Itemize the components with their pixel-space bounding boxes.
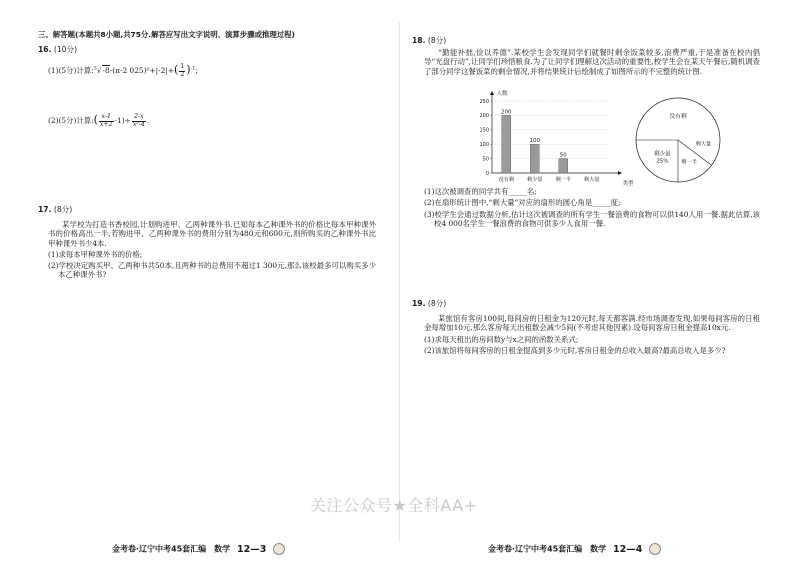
y-tick-label: 250	[479, 98, 489, 105]
q17-body: 某学校为打造书香校园,计划购进甲、乙两种课外书.已知每本乙种课外书的价格比每本甲种课外书的价格高出一半,若购进甲、乙两种课外书的费用分别为480元和600元,则所购买的乙种课外书比甲种课外书少4本.	[48, 220, 376, 248]
pie-label: 剩大量	[695, 141, 712, 148]
bar-data-label: 50	[559, 152, 567, 159]
q16-p1-fraction: $\frac{1}{2}$	[180, 63, 185, 78]
bar-data-label: 200	[501, 109, 512, 116]
y-tick-label: 150	[479, 127, 489, 134]
q19-points: (8分)	[427, 299, 447, 308]
left-page-number: 12—3	[236, 543, 267, 555]
y-tick-label: 0	[485, 170, 489, 177]
q17-sub2: (2)学校决定购买甲、乙两种书共50本,且两种书的总费用不超过1 300元,那么该校最多可以购买多少本乙种课外书?	[48, 261, 376, 280]
q18-body-block	[424, 48, 760, 78]
q19-number: 19.	[412, 299, 426, 308]
q16-p2-mid: -1)÷	[114, 116, 131, 125]
q17-sub1: (1)求每本甲种课外书的价格;	[48, 249, 143, 259]
q16-p2-fraction1: $\frac{x-1}{x+2}$	[99, 113, 113, 128]
right-page-number: 12—4	[612, 543, 643, 555]
q18-sub2: (2)在扇形统计图中,“剩大量”对应的扇形的圆心角是_____度;	[424, 198, 621, 208]
left-footer-title: 金考卷·辽宁中考45套汇编 数学	[112, 544, 231, 554]
section-title: 三、解答题(本题共8小题,共75分.解答应写出文字说明、演算步骤或推理过程)	[38, 30, 295, 39]
pie-label: 剩少量	[654, 151, 671, 158]
q19-sub1: (1)求每天租出的房间数y与x之间的函数关系式;	[424, 334, 579, 344]
x-tick-label: 剩大量	[583, 177, 600, 183]
x-tick-label: 剩少量	[526, 177, 543, 183]
bar	[502, 115, 511, 173]
q19-header	[412, 299, 446, 308]
q19-text	[424, 314, 760, 357]
q18-points: (8分)	[427, 36, 447, 45]
bar	[530, 144, 539, 173]
q19-sub2: (2)该旅馆将每间客房的日租金提高到多少元时,客房日租金的总收入最高?最高总收入是多少?	[424, 345, 726, 355]
pie-label: 剩一半	[681, 159, 697, 166]
y-axis-arrow	[490, 91, 494, 95]
brand-logo-icon	[273, 543, 285, 555]
x-axis-arrow	[618, 171, 622, 175]
y-tick-label: 50	[482, 156, 489, 163]
q18-sub1: (1)这次被调查的同学共有_____名;	[424, 187, 537, 196]
x-tick-label: 剩一半	[555, 177, 572, 183]
pie-percent-label: 25%	[656, 158, 669, 165]
left-footer	[112, 543, 285, 555]
brand-logo-icon	[649, 543, 661, 555]
q18-sub3: (3)校学生会通过数据分析,估计这次被调查的所有学生一餐浪费的食物可以供140人用一餐.据此估算,该校4 000名学生一餐浪费的食物可供多少人食用一餐.	[424, 209, 760, 228]
y-tick-label: 100	[479, 142, 489, 148]
x-tick-label: 没有剩	[498, 177, 515, 183]
q17-text	[48, 220, 376, 282]
watermark: 关注公众号★全科AA+	[310, 496, 478, 515]
q16-p2-fraction2: $\frac{2-x}{\text{x²-4}}$	[132, 113, 145, 128]
q16-part2: (2)(5分)计算:( $\frac{x-1}{x+2}$ -1)÷ $\frac{2-x}{\text{x²-4}}$ .	[48, 113, 150, 128]
right-page	[400, 0, 800, 577]
q16-p1-exponent: -1	[190, 65, 196, 72]
q16-header	[38, 45, 77, 54]
q16-p1-prefix: (1)(5分)计算:	[48, 66, 94, 75]
q17-header	[38, 205, 72, 214]
q18-header	[412, 36, 446, 45]
q18-number: 18.	[412, 36, 426, 45]
right-footer-title: 金考卷·辽宁中考45套汇编 数学	[488, 544, 607, 554]
q16-points: (10分)	[53, 45, 78, 54]
y-axis-label: 人数	[496, 91, 508, 97]
cube-root: $^3$√-8	[93, 65, 110, 75]
bar	[559, 159, 568, 173]
y-tick-label: 200	[479, 113, 489, 120]
q16-number: 16.	[38, 45, 52, 54]
bar-data-label: 100	[529, 138, 540, 145]
q18-subs	[424, 187, 760, 230]
q17-number: 17.	[38, 205, 52, 214]
right-footer	[488, 543, 661, 555]
q16-p2-prefix: (2)(5分)计算:	[48, 116, 94, 125]
q17-points: (8分)	[53, 205, 73, 214]
q18-body: “勤能补拙,俭以养德”.某校学生会发现同学们就餐时剩余饭菜较多,浪费严重,于是准备在校内倡导“光盘行动”,让同学们珍惜粮食.为了让同学们理解这次活动的重要性,校学生会在某天午餐后,随机调查了部分同学这餐饭菜的剩余情况,并将结果统计后绘制成了如图所示的不完整的统计图.	[424, 48, 760, 76]
x-axis-label: 类型	[622, 181, 634, 187]
bar-chart	[468, 88, 634, 188]
pie-chart	[628, 94, 728, 186]
q19-body: 某旅馆有客房100间,每间房的日租金为120元时,每天都客满.经市场调查发现,如果每间客房的日租金每增加10元,那么客房每天出租数会减少5间(不考虑其他因素).设每间客房日租金提高10x元.	[424, 314, 760, 333]
q16-p1-rest: -(π-2 025)⁰+|-2|+	[109, 66, 175, 75]
pie-label: 没有剩	[669, 114, 687, 120]
cube-root-radicand: -8	[102, 66, 110, 75]
q16-part1: (1)(5分)计算:$^3$√-8-(π-2 025)⁰+|-2|+( $\frac{1}{2}$ )$^{-1}$;	[48, 63, 198, 78]
